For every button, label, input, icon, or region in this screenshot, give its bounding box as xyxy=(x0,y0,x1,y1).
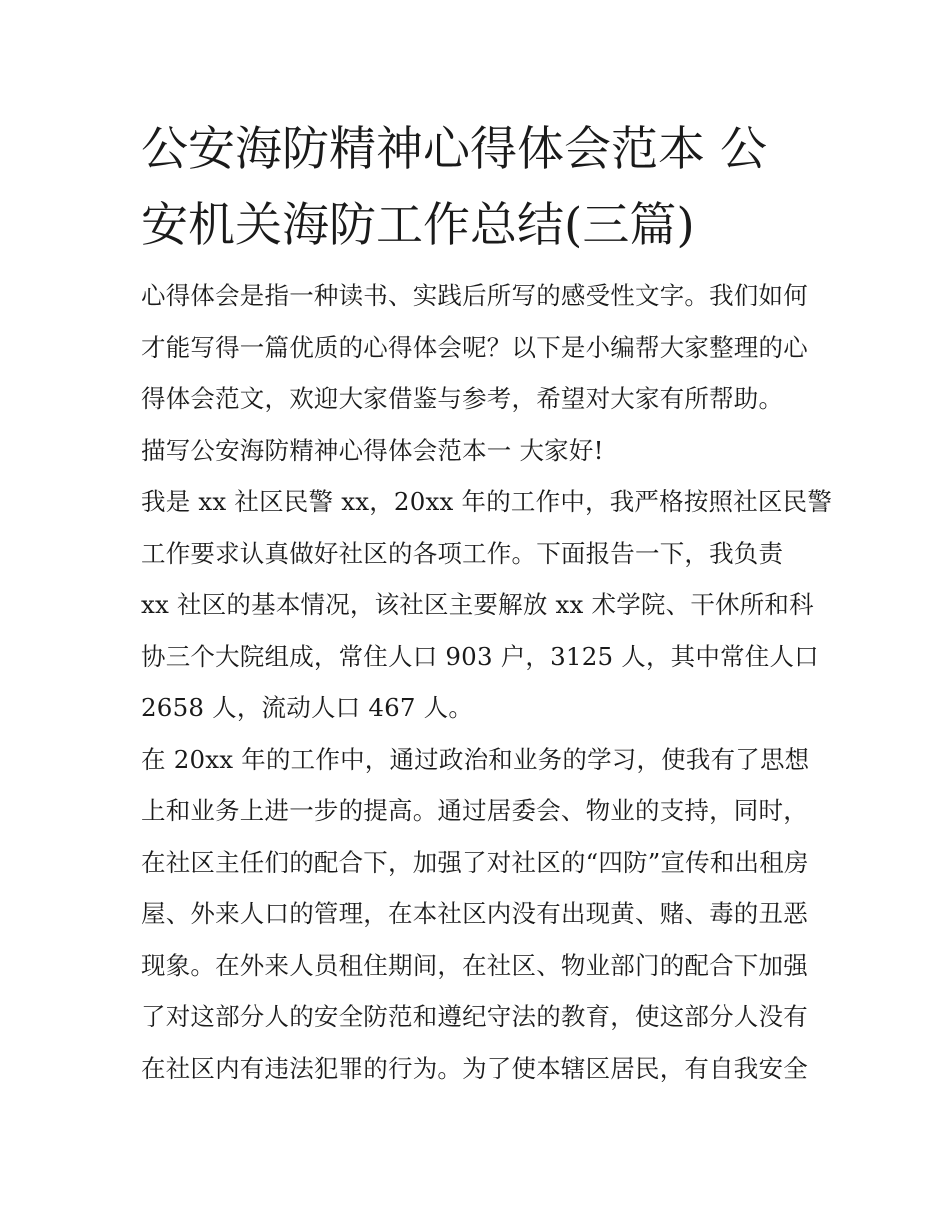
document-content xyxy=(141,112,833,1094)
paragraph-line: 在社区内有违法犯罪的行为。为了使本辖区居民，有自我安全 xyxy=(141,1053,808,1083)
intro-line: 得体会范文，欢迎大家借鉴与参考，希望对大家有所帮助。 xyxy=(141,384,784,413)
title-line: 公安海防精神心得体会范本 公 xyxy=(141,122,767,177)
document-title xyxy=(141,112,821,264)
paragraph-line: 在社区主任们的配合下，加强了对社区的“四防”宣传和出租房 xyxy=(141,847,809,877)
paragraph-line: 工作要求认真做好社区的各项工作。下面报告一下，我负责 xyxy=(141,538,784,568)
paragraph-line: 2658 人，流动人口 467 人。 xyxy=(141,693,474,722)
paragraph-line: 了对这部分人的安全防范和遵纪守法的教育，使这部分人没有 xyxy=(141,1002,808,1031)
section-heading-line: 描写公安海防精神心得体会范本一 大家好! xyxy=(141,435,604,465)
paragraph-line: 屋、外来人口的管理，在本社区内没有出现黄、赌、毒的丑恶 xyxy=(141,899,808,928)
paragraph-line: 在 20xx 年的工作中，通过政治和业务的学习，使我有了思想 xyxy=(141,744,810,774)
title-line: 安机关海防工作总结(三篇) xyxy=(141,198,695,253)
paragraph-line: xx 社区的基本情况，该社区主要解放 xx 术学院、干休所和科 xyxy=(141,590,814,619)
paragraph-line: 现象。在外来人员租住期间，在社区、物业部门的配合下加强 xyxy=(141,950,808,980)
paragraph-line: 上和业务上进一步的提高。通过居委会、物业的支持，同时， xyxy=(141,796,808,825)
paragraph-line: 协三个大院组成，常住人口 903 户，3125 人，其中常住人口 xyxy=(141,641,819,671)
document-body xyxy=(141,270,833,1094)
intro-line: 心得体会是指一种读书、实践后所写的感受性文字。我们如何 xyxy=(141,281,808,310)
intro-line: 才能写得一篇优质的心得体会呢？以下是小编帮大家整理的心 xyxy=(141,332,808,362)
paragraph-line: 我是 xx 社区民警 xx，20xx 年的工作中，我严格按照社区民警 xyxy=(141,487,833,516)
